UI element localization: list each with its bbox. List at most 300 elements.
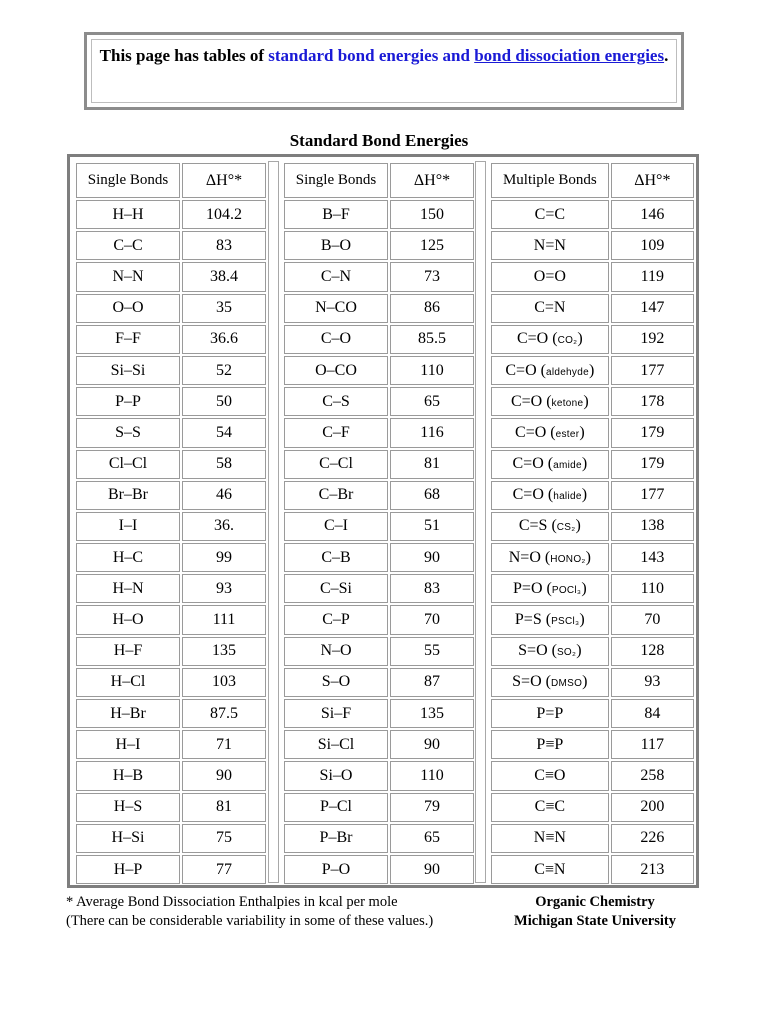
bond-cell: [284, 262, 388, 291]
bond-label: H–H: [112, 205, 144, 223]
table-header-row: [491, 163, 694, 198]
bond-cell: [284, 325, 388, 354]
energy-value: 46: [182, 481, 266, 510]
table-row: [284, 574, 474, 603]
bond-label: B–O: [320, 236, 352, 254]
column-separator: [268, 161, 279, 883]
credit-line-2: Michigan State University: [514, 913, 676, 929]
table-row: [76, 200, 266, 229]
table-row: [284, 200, 474, 229]
bond-label: S=O: [512, 673, 542, 691]
bond-label: H–I: [115, 735, 141, 753]
bond-label: C–I: [324, 517, 348, 535]
bond-cell: C=S (CS₂): [491, 512, 609, 541]
energy-value: 179: [611, 450, 694, 479]
bond-label: N–CO: [315, 299, 357, 317]
energy-value: 86: [390, 294, 474, 323]
bond-label: N–O: [320, 642, 352, 660]
bond-cell: P=S (PSCl₃): [491, 605, 609, 634]
energy-value: 79: [390, 793, 474, 822]
bond-label: S–O: [321, 673, 351, 691]
bond-table-2: [282, 161, 476, 886]
bond-label: C=O: [512, 455, 544, 473]
table-header-row: [284, 163, 474, 198]
energy-value: 87: [390, 668, 474, 697]
bond-cell: [76, 855, 180, 884]
footnote-text: * Average Bond Dissociation Enthalpies in kcal per mole (There can be considerable variability in some of these values.): [66, 894, 434, 929]
table-row: [284, 262, 474, 291]
energy-value: 125: [390, 231, 474, 260]
bond-note: POCl₃: [551, 584, 582, 596]
bond-note: ester: [555, 428, 580, 440]
bond-cell: [76, 699, 180, 728]
bond-label: P=P: [536, 704, 564, 722]
energy-value: 143: [611, 543, 694, 572]
table-row: [284, 824, 474, 853]
bond-cell: [284, 668, 388, 697]
bond-cell: [76, 761, 180, 790]
header-bond: Multiple Bonds: [491, 163, 609, 198]
energy-value: 135: [390, 699, 474, 728]
notice-box: [84, 32, 684, 110]
bond-cell: [284, 294, 388, 323]
energy-value: 70: [390, 605, 474, 634]
bond-cell: [284, 356, 388, 385]
bond-cell: [491, 855, 609, 884]
energy-value: 104.2: [182, 200, 266, 229]
energy-value: 54: [182, 418, 266, 447]
table-row: [76, 512, 266, 541]
bond-cell: [284, 231, 388, 260]
table-row: [491, 761, 694, 790]
table-row: [491, 387, 694, 416]
bond-label: C≡C: [534, 798, 566, 816]
bond-label: C=O: [505, 361, 537, 379]
energy-value: 119: [611, 262, 694, 291]
table-row: [491, 824, 694, 853]
bond-cell: [491, 231, 609, 260]
notice-highlight: standard bond energies and: [268, 46, 470, 65]
energy-value: 93: [182, 574, 266, 603]
bond-cell: [76, 543, 180, 572]
bond-cell: [76, 668, 180, 697]
energy-value: 135: [182, 637, 266, 666]
bond-cell: [284, 543, 388, 572]
bond-label: Si–Cl: [317, 735, 355, 753]
bond-label: Si–F: [320, 704, 352, 722]
table-row: [284, 855, 474, 884]
energy-value: 36.6: [182, 325, 266, 354]
bond-cell: [491, 730, 609, 759]
bond-cell: C=O (halide): [491, 481, 609, 510]
table-row: [491, 450, 694, 479]
bond-cell: [76, 574, 180, 603]
table-row: [76, 637, 266, 666]
bond-label: O–CO: [315, 361, 357, 379]
energy-value: 71: [182, 730, 266, 759]
bond-note: amide: [553, 460, 582, 472]
energy-value: 90: [390, 543, 474, 572]
table-row: [491, 605, 694, 634]
table-row: [76, 418, 266, 447]
bond-label: H–Si: [111, 829, 145, 847]
bond-label: C=O: [510, 392, 543, 410]
table-row: [76, 294, 266, 323]
bond-cell: [76, 231, 180, 260]
energy-value: 90: [390, 855, 474, 884]
bond-label: H–Cl: [110, 673, 146, 691]
table-row: [491, 231, 694, 260]
table-row: [76, 668, 266, 697]
energy-value: 110: [611, 574, 694, 603]
bond-label: C–Si: [319, 579, 352, 597]
bond-label: H–O: [112, 611, 144, 629]
bond-cell: [284, 761, 388, 790]
notice-prefix: This page has tables of: [99, 46, 265, 65]
bond-cell: [76, 730, 180, 759]
bond-cell: [284, 793, 388, 822]
bond-table-3: [489, 161, 696, 886]
bond-label: C–O: [320, 330, 352, 348]
bond-label: P–P: [115, 392, 141, 410]
bond-label: H–N: [112, 579, 144, 597]
bond-label: C≡O: [534, 766, 566, 784]
bond-label: N=O: [508, 548, 541, 566]
bond-cell: [284, 699, 388, 728]
energy-value: 50: [182, 387, 266, 416]
table-row: [491, 730, 694, 759]
table-row: [284, 325, 474, 354]
energy-value: 52: [182, 356, 266, 385]
table-row: [284, 605, 474, 634]
bond-cell: S=O (DMSO): [491, 668, 609, 697]
table-row: [284, 450, 474, 479]
bond-label: O–O: [112, 299, 144, 317]
energy-value: 177: [611, 356, 694, 385]
single-bonds-table-1: [74, 161, 268, 886]
table-row: [76, 387, 266, 416]
bond-cell: [491, 294, 609, 323]
notice-suffix: .: [664, 46, 669, 65]
notice-text: [91, 39, 677, 103]
bond-cell: [76, 262, 180, 291]
energy-value: 179: [611, 418, 694, 447]
table-row: [491, 262, 694, 291]
energy-value: 200: [611, 793, 694, 822]
table-row: [491, 699, 694, 728]
table-row: [284, 231, 474, 260]
table-row: [284, 356, 474, 385]
energy-value: 73: [390, 262, 474, 291]
energy-value: 146: [611, 200, 694, 229]
energy-value: 90: [390, 730, 474, 759]
table-row: [491, 574, 694, 603]
energy-value: 111: [182, 605, 266, 634]
multiple-bonds-table: [489, 161, 696, 886]
bond-label: Cl–Cl: [108, 455, 148, 473]
footnote: [66, 893, 466, 931]
bond-cell: [76, 200, 180, 229]
bond-cell: [491, 699, 609, 728]
bond-label: P–Br: [319, 829, 353, 847]
bond-cell: [284, 855, 388, 884]
bond-cell: [284, 387, 388, 416]
table-row: [491, 356, 694, 385]
table-row: [284, 730, 474, 759]
bond-note: aldehyde: [545, 366, 589, 378]
table-row: [76, 824, 266, 853]
energy-value: 110: [390, 761, 474, 790]
bond-label: C–P: [322, 611, 350, 629]
energy-value: 178: [611, 387, 694, 416]
bond-cell: N=O (HONO₂): [491, 543, 609, 572]
bond-label: P≡P: [536, 735, 564, 753]
table-row: [284, 543, 474, 572]
energy-value: 65: [390, 824, 474, 853]
table-row: [284, 668, 474, 697]
bond-cell: [491, 761, 609, 790]
bond-label: Si–O: [319, 766, 353, 784]
table-row: [284, 481, 474, 510]
bond-label: P=O: [513, 579, 543, 597]
bond-label: C–B: [321, 548, 351, 566]
table-row: [284, 294, 474, 323]
bond-label: H–C: [112, 548, 144, 566]
energy-value: 226: [611, 824, 694, 853]
bond-label: C=N: [534, 299, 566, 317]
bond-label: H–B: [112, 766, 144, 784]
table-header-row: [76, 163, 266, 198]
header-energy: ΔH°*: [182, 163, 266, 198]
bond-cell: [76, 356, 180, 385]
bond-label: H–Br: [110, 704, 146, 722]
bond-label: C≡N: [534, 860, 566, 878]
energy-value: 87.5: [182, 699, 266, 728]
header-bond: Single Bonds: [284, 163, 388, 198]
bond-note: HONO₂: [550, 553, 586, 565]
table-row: [76, 699, 266, 728]
table-row: [491, 481, 694, 510]
energy-value: 150: [390, 200, 474, 229]
table-row: [284, 418, 474, 447]
table-row: [491, 325, 694, 354]
bond-label: H–S: [113, 798, 143, 816]
table-row: [284, 761, 474, 790]
bond-cell: [284, 605, 388, 634]
energy-value: 36.: [182, 512, 266, 541]
table-row: [76, 262, 266, 291]
bond-cell: [76, 387, 180, 416]
energy-value: 192: [611, 325, 694, 354]
bond-cell: [76, 605, 180, 634]
bond-cell: P=O (POCl₃): [491, 574, 609, 603]
table-row: [76, 605, 266, 634]
bond-dissociation-energies-link[interactable]: bond dissociation energies: [474, 46, 665, 65]
table-row: [491, 294, 694, 323]
bond-label: C–F: [322, 423, 350, 441]
bond-label: I–I: [118, 517, 138, 535]
bond-label: S=O: [518, 642, 548, 660]
bond-cell: S=O (SO₂): [491, 637, 609, 666]
table-row: [76, 855, 266, 884]
energy-value: 35: [182, 294, 266, 323]
energy-value: 116: [390, 418, 474, 447]
bond-cell: [284, 512, 388, 541]
bond-cell: [76, 294, 180, 323]
table-row: [76, 356, 266, 385]
energy-value: 177: [611, 481, 694, 510]
bond-cell: C=O (ketone): [491, 387, 609, 416]
bond-cell: [76, 481, 180, 510]
bond-label: C=O: [512, 486, 544, 504]
bond-cell: C=O (CO₂): [491, 325, 609, 354]
energy-value: 58: [182, 450, 266, 479]
bond-label: N–N: [112, 267, 144, 285]
table-row: [76, 793, 266, 822]
energy-value: 117: [611, 730, 694, 759]
credit: [490, 893, 700, 931]
bond-label: P–Cl: [319, 798, 352, 816]
bond-note: CO₂: [557, 335, 578, 347]
bond-cell: [76, 793, 180, 822]
bond-note: halide: [553, 491, 582, 503]
table-row: [491, 668, 694, 697]
energy-value: 38.4: [182, 262, 266, 291]
energy-value: 138: [611, 512, 694, 541]
bond-note: DMSO: [550, 678, 583, 690]
table-row: [76, 231, 266, 260]
column-separator: [475, 161, 486, 883]
bond-label: N≡N: [533, 829, 566, 847]
table-row: [76, 450, 266, 479]
energy-value: 68: [390, 481, 474, 510]
table-row: [491, 543, 694, 572]
single-bonds-table-2: [282, 161, 476, 886]
bond-note: ketone: [551, 397, 584, 409]
bond-cell: [284, 730, 388, 759]
bond-label: C–C: [113, 236, 143, 254]
bond-label: Si–Si: [110, 361, 146, 379]
table-row: [76, 325, 266, 354]
energy-value: 128: [611, 637, 694, 666]
bond-label: N=N: [533, 236, 566, 254]
table-row: [491, 855, 694, 884]
table-row: [284, 793, 474, 822]
bond-cell: [491, 200, 609, 229]
bond-table-1: [74, 161, 268, 886]
energy-value: 75: [182, 824, 266, 853]
bond-cell: [284, 200, 388, 229]
energy-value: 81: [390, 450, 474, 479]
energy-value: 83: [390, 574, 474, 603]
bond-cell: [76, 637, 180, 666]
table-row: [491, 637, 694, 666]
bond-note: CS₂: [556, 522, 576, 534]
bond-label: C–N: [320, 267, 352, 285]
bond-label: H–P: [113, 860, 143, 878]
table-row: [76, 543, 266, 572]
bond-cell: [284, 450, 388, 479]
bond-label: P–O: [321, 860, 351, 878]
bond-label: F–F: [115, 330, 141, 348]
bond-label: C=O: [515, 423, 547, 441]
bond-label: H–F: [113, 642, 143, 660]
bond-cell: [491, 262, 609, 291]
bond-cell: [284, 637, 388, 666]
energy-value: 70: [611, 605, 694, 634]
bond-label: C–S: [322, 392, 350, 410]
bond-cell: [76, 824, 180, 853]
bond-cell: [76, 450, 180, 479]
bond-label: C–Cl: [319, 455, 353, 473]
bond-label: C=O: [516, 330, 549, 348]
bond-energy-table: [67, 154, 699, 888]
table-row: [491, 793, 694, 822]
table-row: [491, 512, 694, 541]
table-title: Standard Bond Energies: [289, 131, 469, 150]
table-row: [284, 699, 474, 728]
energy-value: 109: [611, 231, 694, 260]
energy-value: 51: [390, 512, 474, 541]
energy-value: 77: [182, 855, 266, 884]
header-energy: ΔH°*: [611, 163, 694, 198]
bond-cell: [76, 418, 180, 447]
table-row: [284, 512, 474, 541]
energy-value: 90: [182, 761, 266, 790]
energy-value: 55: [390, 637, 474, 666]
bond-cell: C=O (amide): [491, 450, 609, 479]
table-row: [76, 574, 266, 603]
bond-label: C–Br: [318, 486, 354, 504]
bond-cell: [284, 418, 388, 447]
energy-value: 84: [611, 699, 694, 728]
header-energy: ΔH°*: [390, 163, 474, 198]
bond-cell: [491, 793, 609, 822]
energy-value: 99: [182, 543, 266, 572]
bond-cell: C=O (ester): [491, 418, 609, 447]
table-row: [76, 730, 266, 759]
bond-cell: [284, 574, 388, 603]
energy-value: 258: [611, 761, 694, 790]
bond-note: PSCl₃: [551, 616, 580, 628]
bond-label: P=S: [514, 611, 542, 629]
header-bond: Single Bonds: [76, 163, 180, 198]
energy-value: 93: [611, 668, 694, 697]
bond-label: C=C: [534, 205, 566, 223]
energy-value: 213: [611, 855, 694, 884]
bond-label: C=S: [518, 517, 548, 535]
bond-cell: [76, 512, 180, 541]
bond-label: S–S: [115, 423, 141, 441]
table-row: [491, 200, 694, 229]
bond-label: Br–Br: [108, 486, 148, 504]
energy-value: 65: [390, 387, 474, 416]
energy-value: 83: [182, 231, 266, 260]
bond-cell: C=O (aldehyde): [491, 356, 609, 385]
table-row: [76, 761, 266, 790]
table-row: [491, 418, 694, 447]
bond-cell: [284, 481, 388, 510]
table-row: [284, 387, 474, 416]
bond-cell: [76, 325, 180, 354]
energy-value: 147: [611, 294, 694, 323]
energy-value: 85.5: [390, 325, 474, 354]
energy-value: 103: [182, 668, 266, 697]
energy-value: 81: [182, 793, 266, 822]
bond-note: SO₂: [556, 647, 577, 659]
credit-line-1: Organic Chemistry: [535, 894, 655, 910]
bond-cell: [491, 824, 609, 853]
